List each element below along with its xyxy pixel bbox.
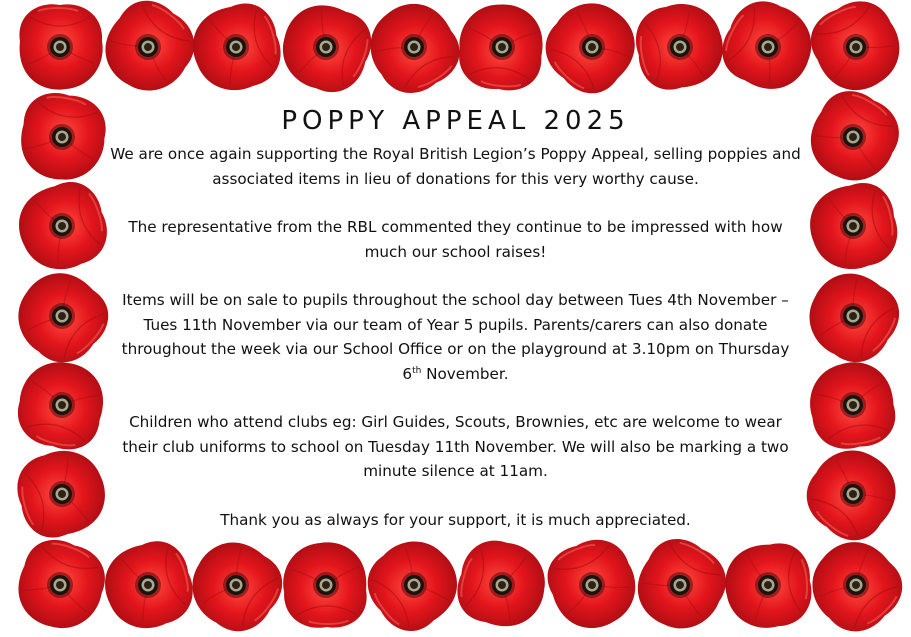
rbl-comment-paragraph: The representative from the RBL commented they continue to be impressed with how much our school raises! bbox=[128, 218, 783, 261]
poppy-flower-icon bbox=[2, 257, 121, 376]
poppy-flower-icon bbox=[176, 527, 294, 637]
poppy-flower-icon bbox=[802, 177, 904, 277]
poppy-flower-icon bbox=[95, 534, 201, 637]
date-ordinal-suffix: th bbox=[412, 365, 422, 376]
poppy-flower-icon bbox=[271, 0, 380, 102]
poppy-flower-icon bbox=[801, 0, 911, 103]
poppy-flower-icon bbox=[538, 529, 647, 637]
poppy-flower-icon bbox=[283, 542, 368, 629]
poppy-flower-icon bbox=[456, 1, 546, 93]
sale-dates-paragraph bbox=[110, 288, 801, 386]
sale-dates-text: Items will be on sale to pupils throughout the school day between Tues 4th November – Tues 11th November via our team of Year 5 pupils. Parents/carers can also donate throughout the week via our School Office or on the playground at 3.10pm on Thursday 6 bbox=[121, 291, 790, 383]
thank-you-paragraph: Thank you as always for your support, it is much appreciated. bbox=[220, 510, 691, 529]
intro-paragraph: We are once again supporting the Royal British Legion’s Poppy Appeal, selling poppies and associated items in lieu of donations for this very worthy cause. bbox=[110, 145, 801, 188]
poppy-flower-icon bbox=[354, 525, 472, 637]
poppy-flower-icon bbox=[7, 531, 114, 637]
poppy-flower-icon bbox=[794, 259, 911, 376]
poppy-flower-icon bbox=[11, 354, 111, 456]
poppy-flower-icon bbox=[712, 0, 825, 102]
poppy-flower-icon bbox=[721, 540, 815, 632]
page-title: POPPY APPEAL 2025 bbox=[281, 106, 630, 136]
club-uniforms-paragraph: Children who attend clubs eg: Girl Guides, Scouts, Brownies, etc are welcome to wear their club uniforms to school on Tuesday 11th November. We will also be marking a two minute silence at 11am. bbox=[122, 413, 789, 480]
poppy-flower-icon bbox=[90, 0, 208, 107]
poppy-flower-icon bbox=[796, 526, 911, 637]
poppy-flower-icon bbox=[797, 80, 911, 195]
poppy-flower-icon bbox=[623, 528, 738, 637]
poppy-flower-icon bbox=[804, 357, 899, 454]
poppy-flower-icon bbox=[793, 434, 911, 552]
poppy-flower-icon bbox=[9, 441, 114, 544]
poppy-flower-icon bbox=[15, 88, 112, 186]
notice-body bbox=[110, 104, 801, 532]
poppy-flower-icon bbox=[184, 0, 289, 100]
poppy-flower-icon bbox=[630, 0, 730, 95]
poppy-flower-icon bbox=[355, 0, 471, 106]
poppy-flower-icon bbox=[450, 533, 554, 635]
poppy-flower-icon bbox=[9, 174, 117, 280]
poppy-flower-icon bbox=[532, 0, 651, 106]
sale-dates-text-end: November. bbox=[421, 364, 509, 383]
poppy-flower-icon bbox=[20, 4, 103, 89]
